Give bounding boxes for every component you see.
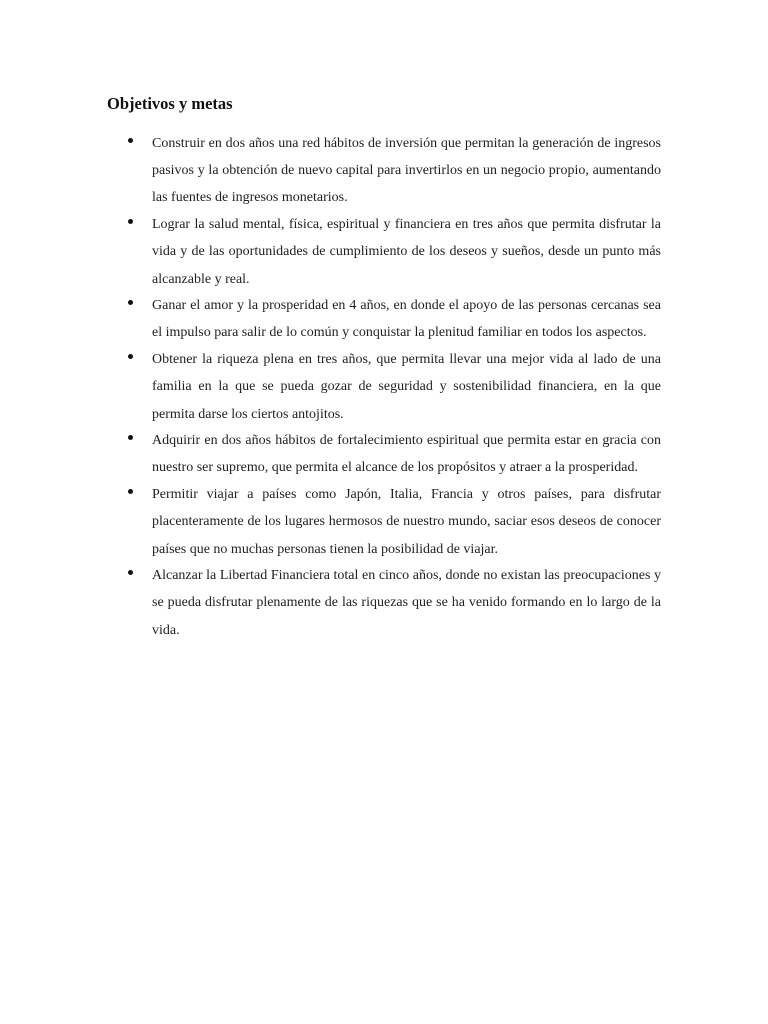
section-heading: Objetivos y metas	[107, 94, 233, 113]
goal-item-1	[0, 130, 768, 212]
bullet-icon	[128, 570, 133, 575]
goal-text: Obtener la riqueza plena en tres años, que permita llevar una mejor vida al lado de una familia en la que se pueda gozar de seguridad y sostenibilidad financiera, en la que permita darse los ciertos antojitos.	[152, 352, 661, 422]
bullet-icon	[128, 354, 133, 359]
goal-text: Construir en dos años una red hábitos de inversión que permitan la generación de ingresos pasivos y la obtención de nuevo capital para invertirlos en un negocio propio, aumentando las fuentes de ingresos monetarios.	[152, 136, 661, 206]
goal-item-4	[0, 346, 768, 428]
bullet-icon	[128, 219, 133, 224]
goal-item-6	[0, 481, 768, 563]
bullet-icon	[128, 435, 133, 440]
bullet-icon	[128, 489, 133, 494]
goal-text: Lograr la salud mental, física, espiritual y financiera en tres años que permita disfrutar la vida y de las oportunidades de cumplimiento de los deseos y sueños, desde un punto más alcanzable y real.	[152, 217, 661, 287]
goal-text: Adquirir en dos años hábitos de fortalecimiento espiritual que permita estar en gracia con nuestro ser supremo, que permita el alcance de los propósitos y atraer a la prosperidad.	[152, 433, 661, 476]
bullet-icon	[128, 300, 133, 305]
goal-text: Ganar el amor y la prosperidad en 4 años, en donde el apoyo de las personas cercanas sea el impulso para salir de lo común y conquistar la plenitud familiar en todos los aspectos.	[152, 298, 661, 341]
bullet-icon	[128, 138, 133, 143]
goal-item-3	[0, 292, 768, 346]
goal-text: Alcanzar la Libertad Financiera total en cinco años, donde no existan las preocupaciones y se pueda disfrutar plenamente de las riquezas que se ha venido formando en lo largo de la vida.	[152, 568, 661, 638]
goal-item-7	[0, 562, 768, 644]
goals-list	[0, 130, 768, 643]
goal-item-5	[0, 427, 768, 481]
goal-item-2	[0, 211, 768, 293]
goal-text: Permitir viajar a países como Japón, Italia, Francia y otros países, para disfrutar placenteramente de los lugares hermosos de nuestro mundo, saciar esos deseos de conocer países que no muchas personas tienen la posibilidad de viajar.	[152, 487, 661, 557]
